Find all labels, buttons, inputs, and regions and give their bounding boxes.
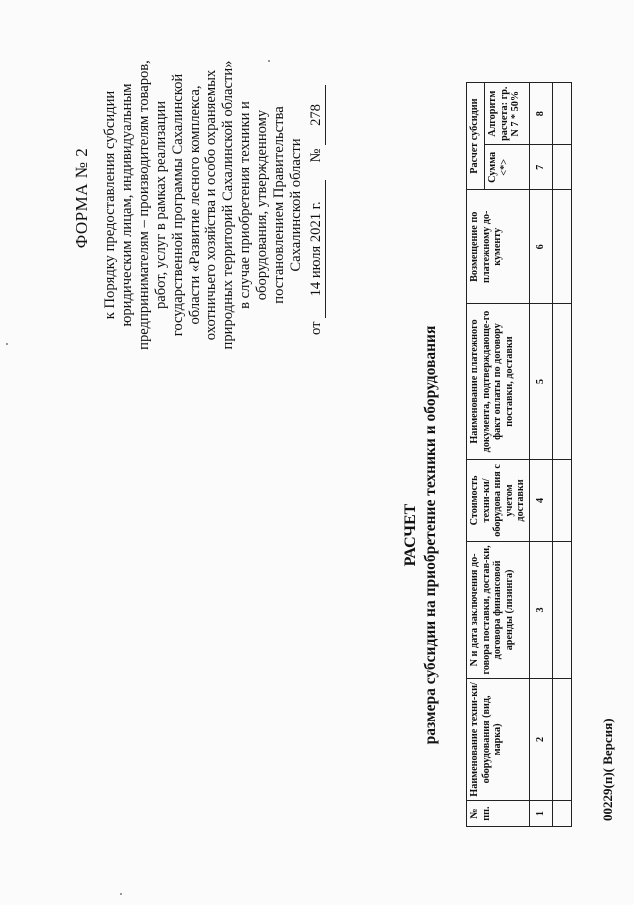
calculation-title: РАСЧЕТ bbox=[402, 503, 419, 567]
order-line: к Порядку предоставления субсидии bbox=[102, 90, 118, 320]
order-line: постановлением Правительства bbox=[271, 106, 288, 304]
order-reference bbox=[102, 35, 305, 375]
subsidy-table bbox=[466, 82, 572, 827]
table-cell bbox=[552, 459, 571, 541]
table-cell bbox=[552, 304, 571, 459]
header-cell-contract: N и дата заключения до-говора поставки, достав-ки, договора финансовой аренды (лизинга) bbox=[467, 542, 530, 679]
date-prefix: от bbox=[308, 321, 324, 335]
form-title: ФОРМА № 2 bbox=[72, 147, 91, 249]
header-cell-sum: Сумма <*> bbox=[485, 145, 529, 190]
order-line: охотничьего хозяйства и особо охраняемых bbox=[203, 69, 220, 341]
calculation-subtitle: размера субсидии на приобретение техники и оборудования bbox=[422, 325, 439, 745]
table-cell bbox=[552, 542, 571, 679]
header-cell-reimbursement: Возмещение по платежному до-кументу bbox=[467, 190, 530, 304]
order-line: области «Развитие лесного комплекса, bbox=[186, 85, 203, 325]
column-number: 4 bbox=[529, 459, 552, 541]
number-label: № bbox=[308, 148, 324, 163]
header-cell-cost: Стоимость техни-ки/оборудова ния с учетом доставки bbox=[467, 459, 530, 541]
decree-number: 278 bbox=[308, 85, 326, 145]
document-code: 00229(п)( Версия) bbox=[600, 718, 615, 821]
order-line: Сахалинской области bbox=[287, 138, 304, 272]
table-cell bbox=[552, 190, 571, 304]
table-header-row bbox=[467, 83, 485, 827]
table-cell bbox=[552, 678, 571, 800]
order-line: государственной программы Сахалинской bbox=[169, 73, 186, 337]
table-cell bbox=[552, 83, 571, 145]
column-number-row bbox=[529, 83, 552, 827]
column-number: 1 bbox=[529, 801, 552, 827]
column-number: 6 bbox=[529, 190, 552, 304]
table-row bbox=[552, 83, 571, 827]
column-number: 5 bbox=[529, 304, 552, 459]
order-line: природных территорий Сахалинской области» bbox=[220, 60, 237, 350]
scan-speck bbox=[6, 343, 8, 345]
table-cell bbox=[552, 801, 571, 827]
order-line: оборудования, утвержденному bbox=[254, 109, 271, 301]
column-number: 7 bbox=[529, 145, 552, 190]
decree-date-line bbox=[308, 35, 326, 335]
header-cell-payment-document: Наименование платежного документа, подтверждающе-го факт оплаты по договору поставки, доставки bbox=[467, 304, 530, 459]
header-cell-subsidy-group: Расчет субсидии bbox=[467, 83, 485, 190]
header-cell-equipment-name: Наименование техни-ки/оборудования (вид, марка) bbox=[467, 678, 530, 800]
table-cell bbox=[552, 145, 571, 190]
order-line: работ, услуг в рамках реализации bbox=[152, 100, 169, 310]
scan-speck bbox=[268, 60, 270, 62]
header-cell-number: № пп. bbox=[467, 801, 530, 827]
column-number: 8 bbox=[529, 83, 552, 145]
scan-speck bbox=[120, 893, 122, 895]
header-cell-algorithm: Алгоритм расчета: гр. N 7 * 50% bbox=[485, 83, 529, 145]
decree-date: 14 июля 2021 г. bbox=[308, 180, 326, 318]
order-line: предпринимателям – производителям товаров, bbox=[135, 60, 152, 350]
column-number: 3 bbox=[529, 542, 552, 679]
order-line: в случае приобретения техники и bbox=[237, 101, 254, 309]
order-line: юридическим лицам, индивидуальным bbox=[118, 83, 135, 327]
column-number: 2 bbox=[529, 678, 552, 800]
